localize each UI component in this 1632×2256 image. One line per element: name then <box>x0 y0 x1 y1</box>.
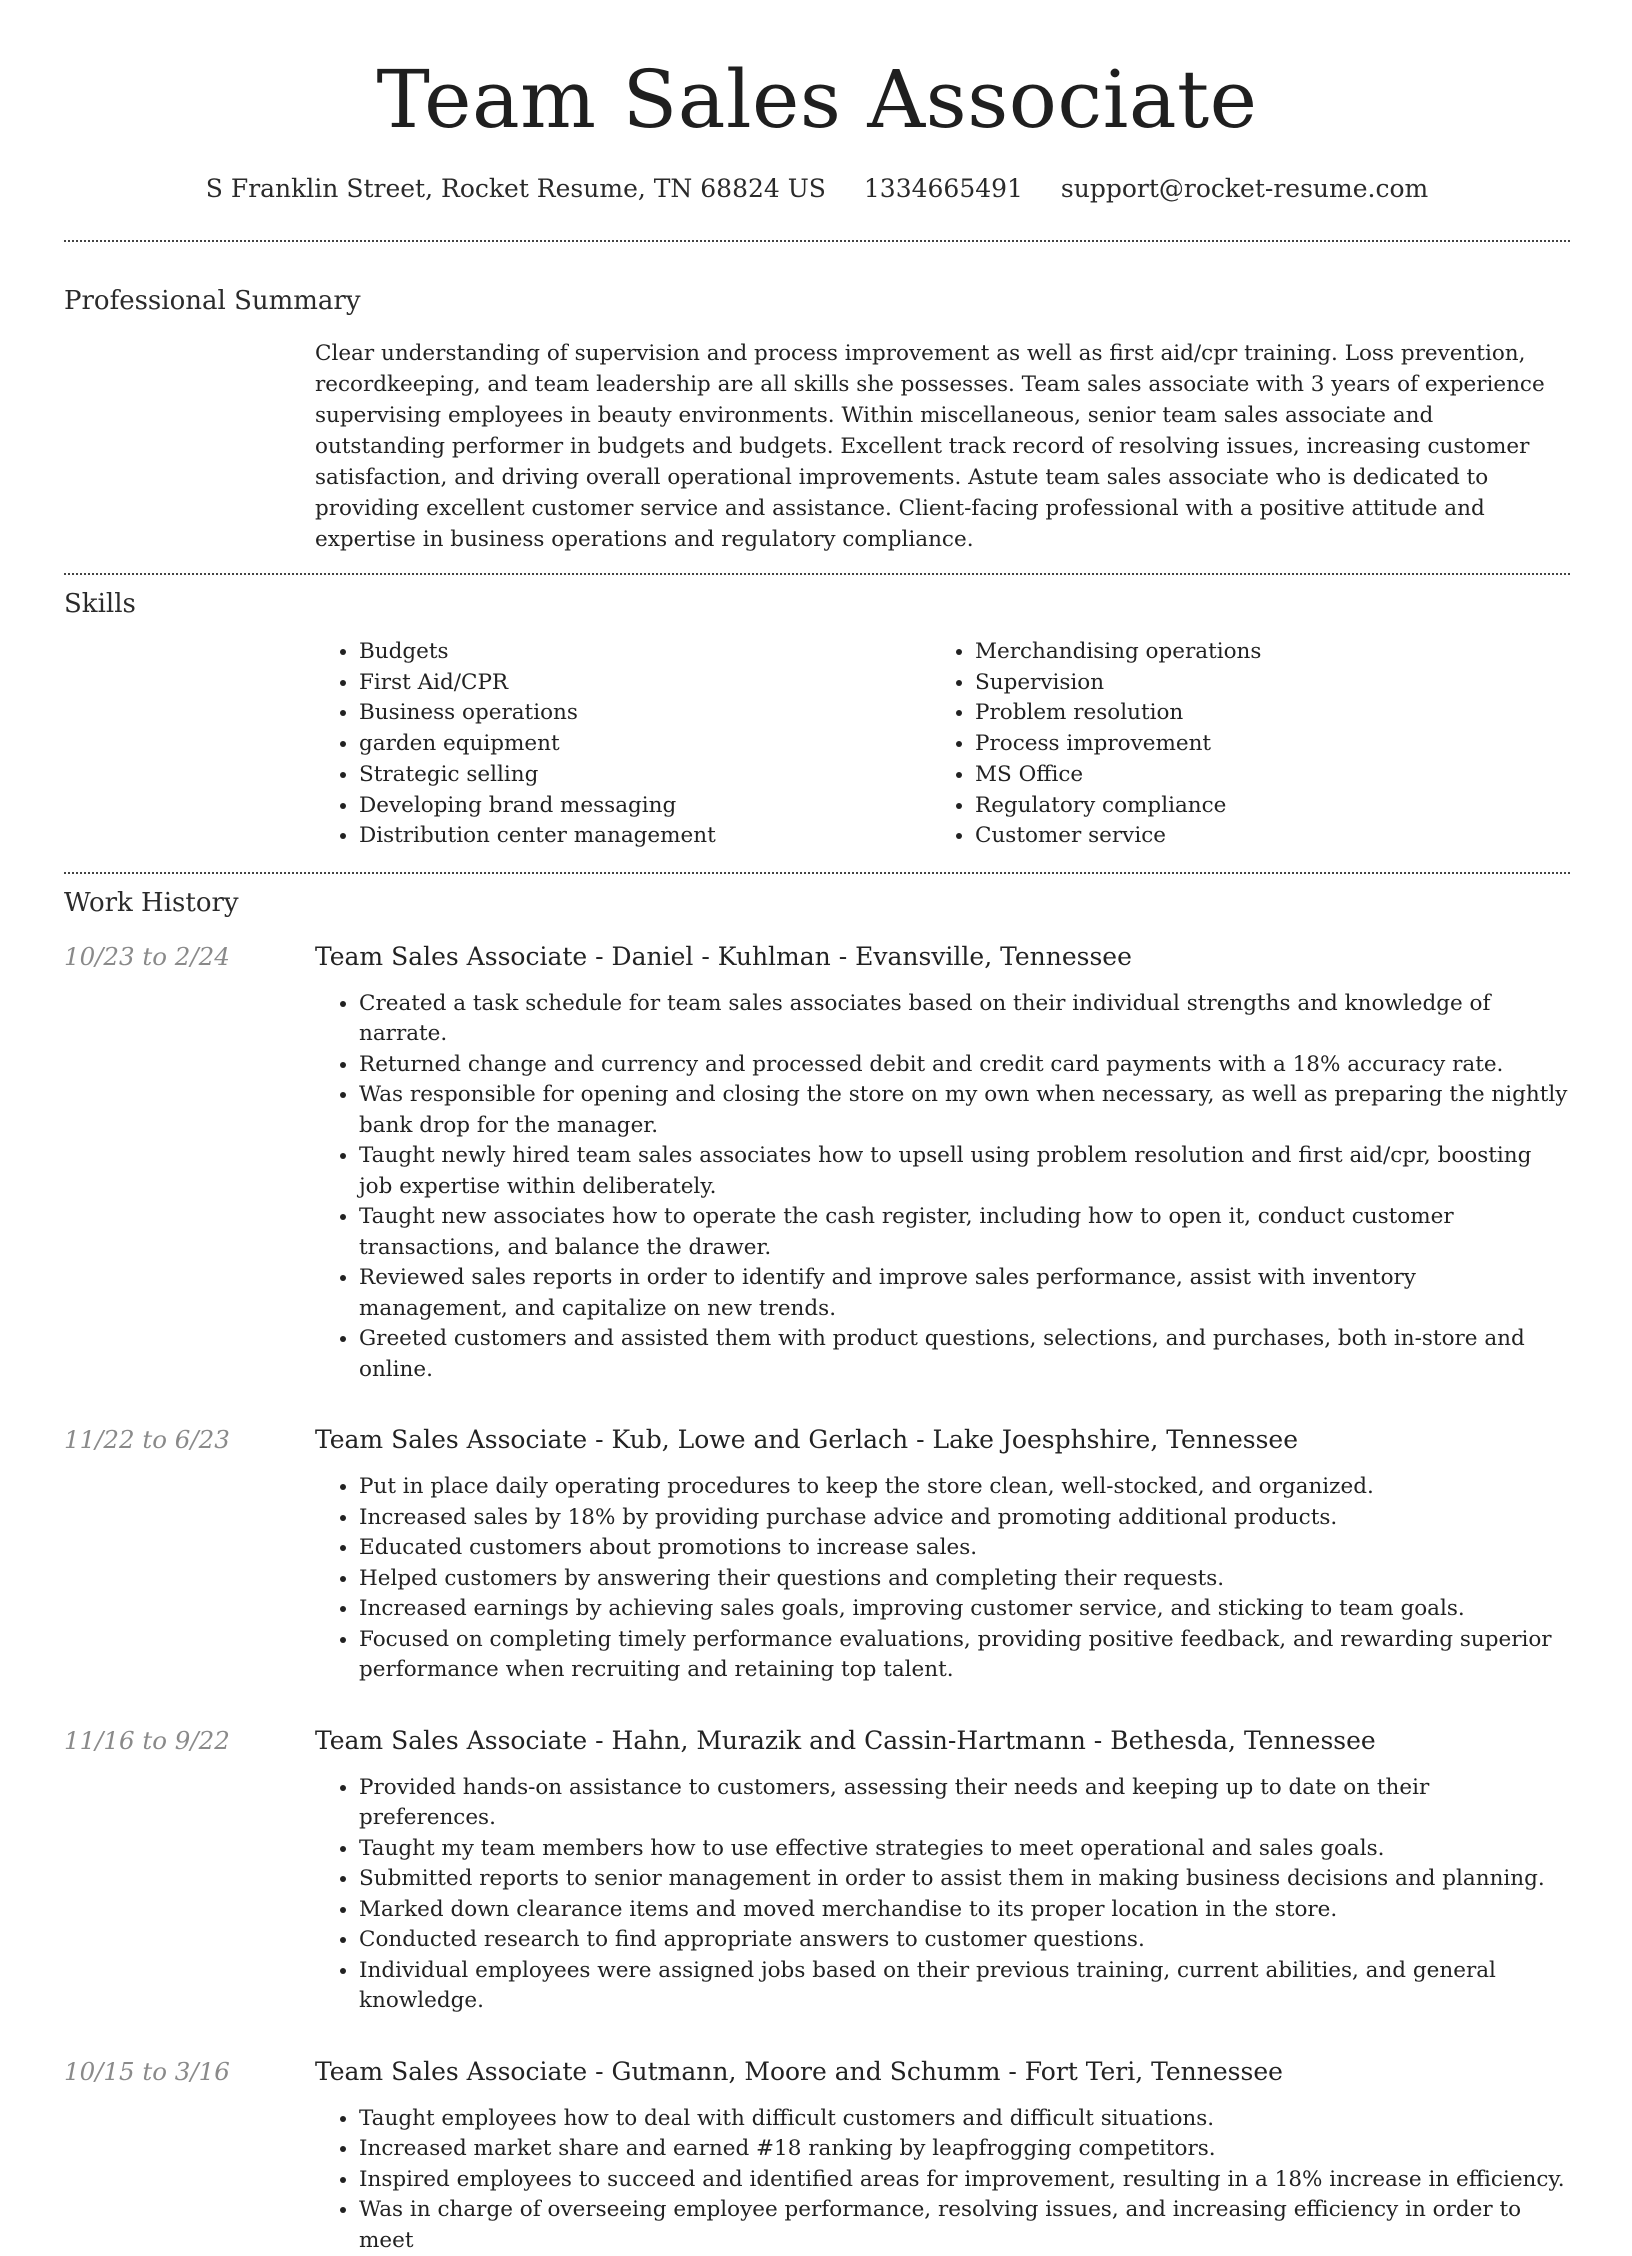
resume-name: Team Sales Associate <box>376 53 1258 146</box>
skills-column-left <box>315 637 931 852</box>
list-item: • Strategic selling <box>359 760 931 791</box>
list-item: • Business operations <box>359 698 931 729</box>
divider <box>64 573 1570 575</box>
job-entry <box>64 1724 1570 2017</box>
list-item: • garden equipment <box>359 729 931 760</box>
list-item: • Customer service <box>975 821 1261 852</box>
list-item: • Taught new associates how to operate the cash register, including how to open it, conduct customer transactions, and balance the drawer. <box>359 1202 1570 1263</box>
work-history <box>64 940 1570 2256</box>
job-title: Team Sales Associate - Kub, Lowe and Gerlach - Lake Joesphshire, Tennessee <box>315 1425 1299 1455</box>
list-item: • Greeted customers and assisted them with product questions, selections, and purchases, both in-store and online. <box>359 1324 1570 1385</box>
list-item: • Distribution center management <box>359 821 931 852</box>
list-item: • Taught newly hired team sales associates how to upsell using problem resolution and first aid/cpr, boosting job expertise within deliberately. <box>359 1141 1570 1202</box>
job-bullets <box>315 2104 1570 2256</box>
list-item: • Inspired employees to succeed and identified areas for improvement, resulting in a 18% increase in efficiency. <box>359 2165 1570 2196</box>
job-bullets <box>315 1472 1570 1686</box>
list-item: • Merchandising operations <box>975 637 1261 668</box>
list-item: • Was responsible for opening and closing the store on my own when necessary, as well as preparing the nightly bank drop for the manager. <box>359 1080 1570 1141</box>
list-item: • Increased earnings by achieving sales goals, improving customer service, and sticking to team goals. <box>359 1594 1570 1625</box>
list-item: • First Aid/CPR <box>359 668 931 699</box>
list-item: • Created a task schedule for team sales associates based on their individual strengths and knowledge of narrate. <box>359 989 1570 1050</box>
job-bullets <box>315 989 1570 1386</box>
list-item: • Submitted reports to senior management in order to assist them in making business decisions and planning. <box>359 1864 1570 1895</box>
list-item: • Individual employees were assigned jobs based on their previous training, current abilities, and general knowledge. <box>359 1956 1570 2017</box>
list-item: • Reviewed sales reports in order to identify and improve sales performance, assist with inventory management, and capitalize on new trends. <box>359 1263 1570 1324</box>
list-item: • Provided hands-on assistance to customers, assessing their needs and keeping up to date on their preferences. <box>359 1773 1570 1834</box>
list-item: • Supervision <box>975 668 1261 699</box>
list-item: • Increased market share and earned #18 ranking by leapfrogging competitors. <box>359 2134 1570 2165</box>
list-item: • Process improvement <box>975 729 1261 760</box>
list-item: • Focused on completing timely performance evaluations, providing positive feedback, and rewarding superior performance when recruiting and retaining top talent. <box>359 1625 1570 1686</box>
skills-list <box>315 637 1570 852</box>
divider <box>64 240 1570 242</box>
list-item: • Regulatory compliance <box>975 791 1261 822</box>
job-dates: 10/15 to 3/16 <box>64 2056 230 2086</box>
list-item: • Increased sales by 18% by providing purchase advice and promoting additional products. <box>359 1503 1570 1534</box>
contact-line <box>64 172 1570 206</box>
resume-page <box>64 0 1570 2256</box>
contact-email: support@rocket-resume.com <box>1060 174 1429 203</box>
list-item: • Was in charge of overseeing employee performance, resolving issues, and increasing efficiency in order to meet <box>359 2195 1570 2256</box>
skills-column-right <box>931 637 1261 852</box>
list-item: • Taught my team members how to use effective strategies to meet operational and sales goals. <box>359 1834 1570 1865</box>
work-title: Work History <box>64 887 239 918</box>
job-title: Team Sales Associate - Hahn, Murazik and Cassin-Hartmann - Bethesda, Tennessee <box>315 1725 1376 1755</box>
list-item: • Marked down clearance items and moved merchandise to its proper location in the store. <box>359 1895 1570 1926</box>
list-item: • Developing brand messaging <box>359 791 931 822</box>
list-item: • Conducted research to find appropriate answers to customer questions. <box>359 1925 1570 1956</box>
job-dates: 11/16 to 9/22 <box>64 1725 230 1755</box>
contact-phone: 1334665491 <box>863 174 1023 203</box>
list-item: • Educated customers about promotions to increase sales. <box>359 1533 1570 1564</box>
job-bullets <box>315 1773 1570 2017</box>
job-dates: 11/22 to 6/23 <box>64 1425 230 1455</box>
job-entry <box>64 1423 1570 1686</box>
summary-text: Clear understanding of supervision and process improvement as well as first aid/cpr training. Loss prevention, recordkeeping, and team leadership are all skills she possesses. Team sales associate with 3 years of experience supervising employees in beauty environments. Within miscellaneous, senior team sales associate and outstanding performer in budgets and budgets. Excellent track record of resolving issues, increasing customer satisfaction, and driving overall operational improvements. Astute team sales associate who is dedicated to providing excellent customer service and assistance. Client-facing professional with a positive attitude and expertise in business operations and regulatory compliance. <box>315 341 1545 552</box>
job-entry <box>64 2055 1570 2256</box>
list-item: • MS Office <box>975 760 1261 791</box>
list-item: • Put in place daily operating procedures to keep the store clean, well-stocked, and organized. <box>359 1472 1570 1503</box>
list-item: • Problem resolution <box>975 698 1261 729</box>
job-title: Team Sales Associate - Daniel - Kuhlman - Evansville, Tennessee <box>315 941 1132 971</box>
list-item: • Taught employees how to deal with difficult customers and difficult situations. <box>359 2104 1570 2135</box>
job-entry <box>64 940 1570 1386</box>
list-item: • Budgets <box>359 637 931 668</box>
list-item: • Helped customers by answering their questions and completing their requests. <box>359 1564 1570 1595</box>
contact-address: S Franklin Street, Rocket Resume, TN 68824 US <box>205 174 826 203</box>
divider <box>64 872 1570 874</box>
list-item: • Returned change and currency and processed debit and credit card payments with a 18% accuracy rate. <box>359 1050 1570 1081</box>
skills-title: Skills <box>64 589 136 619</box>
summary-title: Professional Summary <box>64 286 361 316</box>
job-dates: 10/23 to 2/24 <box>64 941 230 971</box>
job-title: Team Sales Associate - Gutmann, Moore and Schumm - Fort Teri, Tennessee <box>315 2056 1283 2086</box>
